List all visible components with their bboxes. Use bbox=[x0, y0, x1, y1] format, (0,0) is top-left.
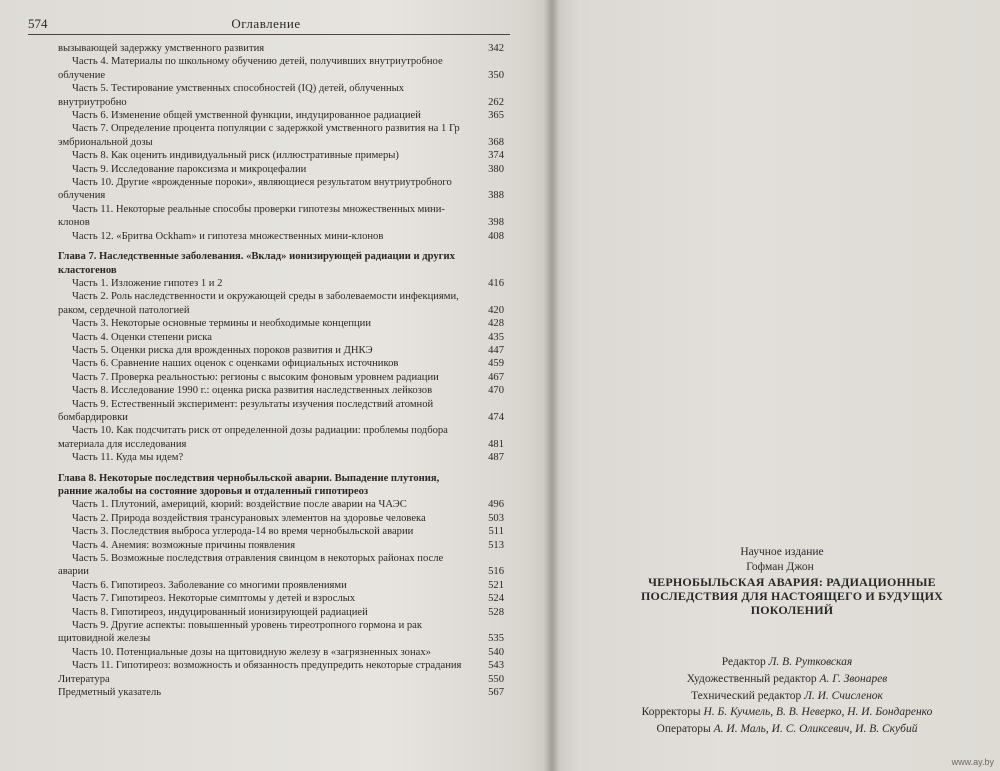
toc-entry bbox=[58, 384, 504, 397]
credit-line bbox=[582, 671, 992, 688]
credit-role: Корректоры bbox=[641, 706, 704, 719]
toc-entry-title: Часть 1. Изложение гипотез 1 и 2 bbox=[72, 277, 223, 289]
toc-entry-title: Часть 8. Как оценить индивидуальный риск (иллюстративные примеры) bbox=[72, 150, 399, 162]
toc-entry bbox=[58, 592, 504, 605]
right-page bbox=[552, 0, 1000, 771]
toc-entry-title: Часть 10. Как подсчитать риск от определенной дозы радиации: проблемы подбора материала для исследования bbox=[58, 425, 448, 450]
toc-entry-title: вызывающей задержку умственного развития bbox=[58, 43, 265, 54]
toc-entry-page: 474 bbox=[488, 411, 504, 423]
toc-entry-title: Литература bbox=[58, 673, 110, 685]
toc-entry-title: Часть 7. Гипотиреоз. Некоторые симптомы у детей и взрослых bbox=[72, 593, 356, 605]
page-header bbox=[28, 16, 504, 32]
toc-entry-page: 374 bbox=[488, 150, 504, 162]
toc-entry-page: 459 bbox=[488, 358, 504, 370]
toc-entry-page: 543 bbox=[488, 660, 504, 672]
page-number: 574 bbox=[28, 16, 48, 31]
toc-entry bbox=[58, 659, 504, 672]
toc-entry-title: Часть 3. Последствия выброса углерода-14 во время чернобыльской аварии bbox=[72, 526, 414, 538]
book-spine-fold bbox=[544, 0, 560, 771]
watermark: www.ay.by bbox=[951, 757, 994, 767]
toc-entry-title: Часть 7. Определение процента популяции с задержкой умственного развития на 1 Гр эмбриональной дозы bbox=[58, 123, 460, 148]
toc-entry bbox=[58, 163, 504, 176]
toc-entry-title: Часть 8. Исследование 1990 г.: оценка риска развития наследственных лейкозов bbox=[72, 385, 433, 397]
toc-entry bbox=[58, 277, 504, 290]
toc-entry bbox=[58, 176, 504, 203]
toc-entry bbox=[58, 552, 504, 579]
toc-entry-page: 513 bbox=[488, 539, 504, 551]
toc-entry bbox=[58, 646, 504, 659]
toc-entry bbox=[58, 498, 504, 511]
toc-entry-page: 350 bbox=[488, 69, 504, 81]
header-rule bbox=[28, 34, 510, 35]
toc-entry bbox=[58, 539, 504, 552]
toc-entry-page: 380 bbox=[488, 163, 504, 175]
toc-entry bbox=[58, 619, 504, 646]
toc-entry-title: Часть 2. Природа воздействия трансурановых элементов на здоровье человека bbox=[72, 512, 426, 524]
credit-names: Л. И. Счисленок bbox=[804, 689, 883, 702]
credit-line bbox=[582, 688, 992, 705]
toc-entry-page: 342 bbox=[488, 43, 504, 54]
toc-entry-page: 435 bbox=[488, 331, 504, 343]
toc-entry-title: Часть 11. Куда мы идем? bbox=[72, 452, 184, 464]
credit-role: Операторы bbox=[656, 723, 714, 736]
credit-role: Редактор bbox=[721, 656, 769, 668]
toc-entry bbox=[58, 55, 504, 82]
toc-back-matter bbox=[58, 673, 504, 686]
toc-entry-title: Часть 4. Анемия: возможные причины появления bbox=[72, 539, 296, 551]
toc-entry bbox=[58, 149, 504, 162]
toc-entry bbox=[58, 203, 504, 230]
toc-entry bbox=[58, 451, 504, 464]
author: Гофман Джон bbox=[746, 561, 814, 573]
toc-entry bbox=[58, 512, 504, 525]
toc-entry-page: 416 bbox=[488, 277, 504, 289]
credit-names: А. И. Маль, И. С. Оликсевич, И. В. Скубий bbox=[713, 723, 918, 736]
credit-role: Художественный редактор bbox=[686, 672, 820, 685]
credit-line bbox=[582, 721, 992, 738]
edition-type: Научное издание bbox=[740, 546, 824, 558]
toc-entry-page: 368 bbox=[488, 136, 504, 148]
credits-list bbox=[582, 654, 992, 738]
toc-entry-title: Часть 5. Оценки риска для врожденных пороков развития и ДНКЭ bbox=[72, 344, 373, 356]
toc-entry-page: 447 bbox=[488, 344, 504, 356]
toc-entry bbox=[58, 317, 504, 330]
toc-entry-title: Часть 11. Гипотиреоз: возможность и обязанность предупредить некоторые страдания bbox=[72, 660, 462, 672]
toc-back-matter bbox=[58, 686, 504, 699]
toc-entry bbox=[58, 424, 504, 451]
toc-entry-page: 528 bbox=[488, 606, 504, 618]
toc-entry bbox=[58, 290, 504, 317]
toc-entry-title: Часть 5. Возможные последствия отравления свинцом в некоторых районах после аварии bbox=[58, 553, 444, 578]
toc-entry bbox=[58, 331, 504, 344]
credit-names: Н. Б. Кучмель, В. В. Неверко, Н. И. Бондаренко bbox=[703, 706, 933, 719]
toc-entry-title: Часть 10. Потенциальные дозы на щитовидную железу в «загрязненных зонах» bbox=[72, 646, 431, 658]
chapter-heading: Глава 8. Некоторые последствия чернобыльской аварии. Выпадение плутония, ранние жалобы на состояние здоровья и отдаленный гипотиреоз bbox=[58, 472, 440, 497]
toc-entry-page: 487 bbox=[488, 452, 504, 464]
toc-entry-page: 516 bbox=[488, 566, 504, 578]
toc-entry-page: 521 bbox=[488, 579, 504, 591]
toc-entry-title: Часть 6. Изменение общей умственной функции, индуцированное радиацией bbox=[72, 110, 421, 122]
toc-entry-title: Часть 8. Гипотиреоз, индуцированный ионизирующей радиацией bbox=[72, 606, 368, 618]
credit-role: Технический редактор bbox=[691, 689, 805, 702]
toc-entry bbox=[58, 579, 504, 592]
toc-entry-title: Часть 3. Некоторые основные термины и необходимые концепции bbox=[72, 318, 372, 330]
toc-entry-page: 467 bbox=[488, 371, 504, 383]
toc-entry-title: Часть 6. Гипотиреоз. Заболевание со многими проявлениями bbox=[72, 579, 347, 591]
toc-entry-title: Часть 1. Плутоний, америций, кюрий: воздействие после аварии на ЧАЭС bbox=[72, 499, 407, 511]
toc-entry bbox=[58, 398, 504, 425]
toc-entry-title: Часть 9. Другие аспекты: повышенный уровень тиреотропного гормона и рак щитовидной железы bbox=[58, 620, 423, 645]
toc-entry bbox=[58, 109, 504, 122]
toc-entry-page: 398 bbox=[488, 217, 504, 229]
toc-entry bbox=[58, 122, 504, 149]
toc-entry-title: Часть 2. Роль наследственности и окружающей среды в заболеваемости инфекциями, раком, сердечной патологией bbox=[58, 291, 459, 316]
toc-entry-page: 503 bbox=[488, 512, 504, 524]
credit-line bbox=[582, 704, 992, 721]
credit-names: А. Г. Звонарев bbox=[819, 672, 888, 685]
toc-entry-title: Часть 6. Сравнение наших оценок с оценками официальных источников bbox=[72, 358, 399, 370]
toc-entry bbox=[58, 344, 504, 357]
toc-entry-title: Часть 4. Материалы по школьному обучению детей, получивших внутриутробное облучение bbox=[58, 56, 443, 81]
toc-entry-title: Часть 4. Оценки степени риска bbox=[72, 331, 212, 343]
toc-entry-page: 408 bbox=[488, 230, 504, 242]
credit-names: Л. В. Рутковская bbox=[768, 656, 853, 668]
book-title: ЧЕРНОБЫЛЬСКАЯ АВАРИЯ: РАДИАЦИОННЫЕ ПОСЛЕДСТВИЯ ДЛЯ НАСТОЯЩЕГО И БУДУЩИХ ПОКОЛЕНИЙ bbox=[640, 575, 944, 617]
toc-entry-page: 365 bbox=[488, 110, 504, 122]
toc-entry-page: 496 bbox=[488, 499, 504, 511]
toc-entry bbox=[58, 525, 504, 538]
toc-entry-title: Предметный указатель bbox=[58, 687, 162, 699]
toc-entry bbox=[58, 357, 504, 370]
toc-entry-title: Часть 12. «Бритва Ockham» и гипотеза множественных мини-клонов bbox=[72, 230, 384, 242]
toc-entry-page: 428 bbox=[488, 318, 504, 330]
toc-entry-page: 535 bbox=[488, 633, 504, 645]
toc-entry-title: Часть 7. Проверка реальностью: регионы с высоким фоновым уровнем радиации bbox=[72, 371, 439, 383]
toc-entry-page: 511 bbox=[488, 526, 504, 538]
toc-entry-page: 481 bbox=[488, 438, 504, 450]
chapter-heading: Глава 7. Наследственные заболевания. «Вклад» ионизирующей радиации и других кластогенов bbox=[58, 251, 455, 276]
toc-entry-title: Часть 10. Другие «врожденные пороки», являющиеся результатом внутриутробного облучения bbox=[58, 177, 452, 202]
toc-entry bbox=[58, 606, 504, 619]
toc-entry-page: 567 bbox=[488, 687, 504, 699]
toc-entry-page: 470 bbox=[488, 385, 504, 397]
toc-entry-page: 262 bbox=[488, 96, 504, 108]
credit-line bbox=[582, 654, 992, 671]
toc-entry-title: Часть 9. Исследование пароксизма и микроцефалии bbox=[72, 163, 307, 175]
toc-entry-title: Часть 11. Некоторые реальные способы проверки гипотезы множественных мини-клонов bbox=[58, 203, 445, 229]
toc-entry-page: 420 bbox=[488, 304, 504, 316]
toc-entry-page: 550 bbox=[488, 673, 504, 685]
toc-entry-page: 540 bbox=[488, 646, 504, 658]
toc-entry-title: Часть 9. Естественный эксперимент: результаты изучения последствий атомной бомбардировки bbox=[58, 398, 434, 423]
table-of-contents bbox=[58, 42, 504, 700]
toc-entry bbox=[58, 42, 504, 55]
toc-entry-page: 524 bbox=[488, 593, 504, 605]
toc-entry bbox=[58, 230, 504, 243]
toc-entry-page: 388 bbox=[488, 190, 504, 202]
toc-entry bbox=[58, 371, 504, 384]
section-title: Оглавление bbox=[231, 16, 301, 31]
toc-entry-title: Часть 5. Тестирование умственных способностей (IQ) детей, облученных внутриутробно bbox=[58, 83, 405, 108]
toc-entry bbox=[58, 82, 504, 109]
